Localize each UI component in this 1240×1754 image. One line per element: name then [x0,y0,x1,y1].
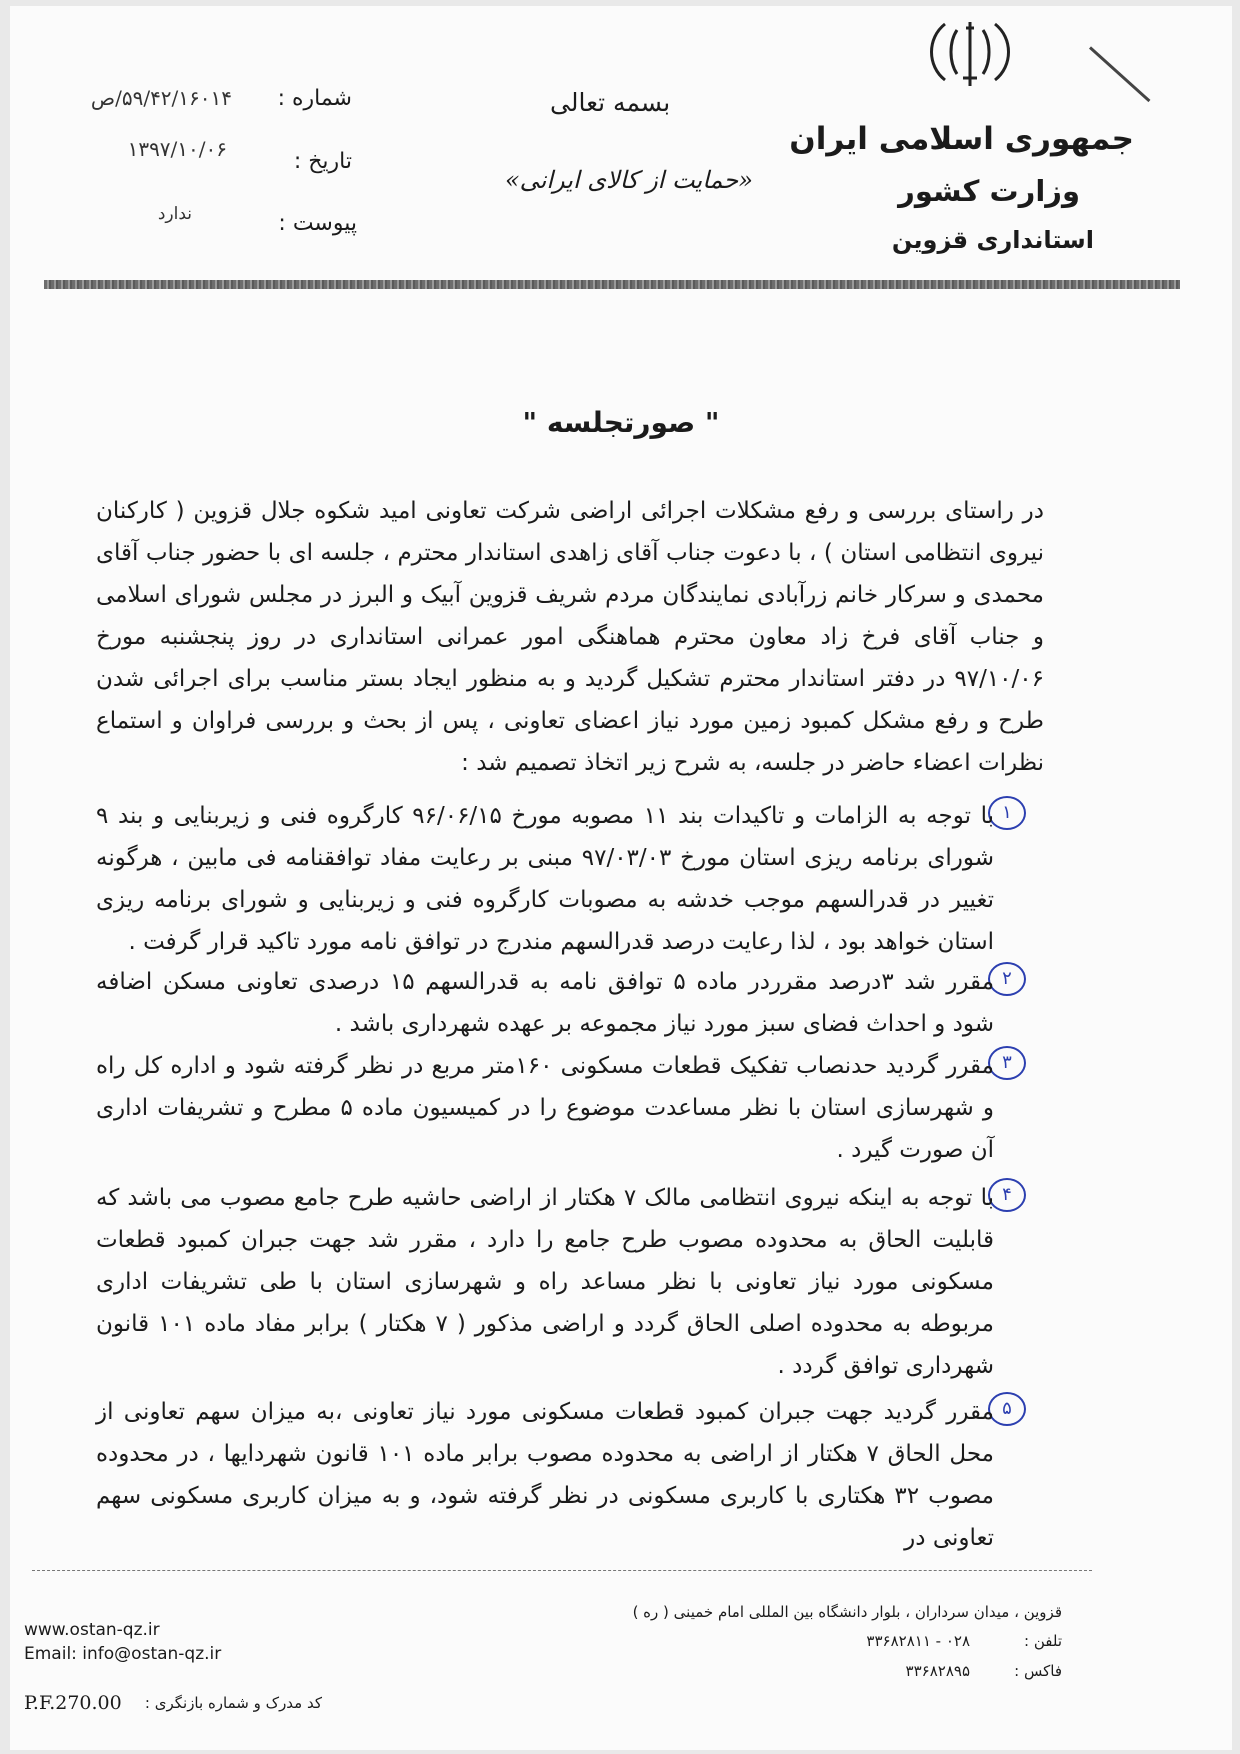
item-2-number-circle: ۲ [988,962,1026,996]
pen-stroke-mark [1089,46,1150,102]
iran-emblem-icon [915,16,1025,91]
item-4-number-circle: ۴ [988,1178,1026,1212]
org-name-ministry: وزارت کشور [898,174,1080,208]
header-divider [44,280,1180,289]
resolution-item-3: مقرر گردید حدنصاب تفکیک قطعات مسکونی ۱۶۰متر مربع در نظر گرفته شود و اداره کل راه و شهرسازی استان با نظر مساعدت موضوع را در کمیسیون ماده ۵ مطرح و تشریفات اداری آن صورت گیرد . [96,1053,994,1163]
resolution-item-1: با توجه به الزامات و تاکیدات بند ۱۱ مصوبه مورخ ۹۶/۰۶/۱۵ کارگروه فنی و زیربنایی و بند ۹ شورای برنامه ریزی استان مورخ ۹۷/۰۳/۰۳ مبنی بر رعایت مفاد توافقنامه فی مابین ، هرگونه تغییر در قدرالسهم موجب خدشه به مصوبات کارگروه فنی و زیربنایی و شورای برنامه ریزی استان خواهد بود ، لذا رعایت درصد قدرالسهم مندرج در توافق نامه مورد تاکید قرار گرفت . [96,803,995,955]
item-5-number-circle: ۵ [988,1392,1026,1426]
item-3-number-circle: ۳ [988,1046,1026,1080]
resolution-item-2: مقرر شد ۳درصد مقرردر ماده ۵ توافق نامه به قدرالسهم ۱۵ درصدی تعاونی مسکن اضافه شود و احداث فضای سبز مورد نیاز مجموعه بر عهده شهرداری باشد . [96,969,995,1037]
footer-doc-code-label: کد مدرک و شماره بازنگری : [144,1694,322,1712]
bismillah-text: بسمه تعالی [550,88,671,117]
document-title: " صورتجلسه " [522,406,720,439]
slogan-text: «حمایت از کالای ایرانی» [505,166,753,194]
date-label: تاریخ : [293,149,352,174]
footer-phone-label: تلفن : [1024,1632,1062,1650]
footer-doc-code: P.F.270.00 [24,1692,122,1714]
attachment-label: پیوست : [278,211,357,236]
footer-email-link[interactable]: Email: info@ostan-qz.ir [24,1644,222,1664]
item-1-number-circle: ۱ [988,796,1026,830]
resolution-item-4: با توجه به اینکه نیروی انتظامی مالک ۷ هکتار از اراضی حاشیه طرح جامع مصوب می باشد که قابلیت الحاق به محدوده مصوب طرح جامع را دارد ، مقرر شد جهت جبران کمبود قطعات مسکونی مورد نیاز تعاونی با نظر مساعد راه و شهرسازی استان با طی تشریفات اداری مربوطه به محدوده اصلی الحاق گردد و اراضی مذکور ( ۷ هکتار ) برابر مفاد ماده ۱۰۱ قانون شهرداری توافق گردد . [96,1185,994,1379]
intro-paragraph: در راستای بررسی و رفع مشکلات اجرائی اراضی شرکت تعاونی امید شکوه جلال قزوین ( کارکنان نیروی انتظامی استان ) ، با دعوت جناب آقای زاهدی استاندار محترم ، جلسه ای با حضور جناب آقای محمدی و سرکار خانم زرآبادی نمایندگان مردم شریف قزوین آبیک و البرز در مجلس شورای اسلامی و جناب آقای فرخ زاد معاون محترم هماهنگی امور عمرانی استانداری در روز پنجشنبه مورخ ۹۷/۱۰/۰۶ در دفتر استاندار محترم تشکیل گردید و به منظور ایجاد بستر مناسب برای اجرائی شدن طرح و رفع مشکل کمبود زمین مورد نیاز اعضای تعاونی ، پس از بحث و بررسی فراوان و استماع نظرات اعضاء حاضر در جلسه، به شرح زیر اتخاذ تصمیم شد : [96,498,1044,776]
footer-divider [32,1570,1092,1572]
footer-fax-value: ۳۳۶۸۲۸۹۵ [905,1662,970,1680]
date-value: ۱۳۹۷/۱۰/۰۶ [127,137,227,161]
footer-phone-value: ۰۲۸ - ۳۳۶۸۲۸۱۱ [866,1632,970,1650]
footer-address: قزوین ، میدان سرداران ، بلوار دانشگاه بین المللی امام خمینی ( ره ) [632,1603,1062,1621]
number-label: شماره : [277,86,352,111]
document-page [10,6,1232,1750]
org-name-republic: جمهوری اسلامی ایران [789,121,1134,157]
org-name-governorate: استانداری قزوین [891,226,1094,254]
footer-website-link[interactable]: www.ostan-qz.ir [24,1620,160,1640]
attachment-value: ندارد [157,204,192,224]
number-value: ۵۹/۴۲/۱۶۰۱۴/ص [90,86,232,110]
footer-fax-label: فاکس : [1014,1662,1062,1680]
resolution-item-5: مقرر گردید جهت جبران کمبود قطعات مسکونی مورد نیاز تعاونی ،به میزان سهم تعاونی از محل الحاق ۷ هکتار از اراضی به محدوده مصوب برابر ماده ۱۰۱ قانون شهردایها ، در محدوده مصوب ۳۲ هکتاری با کاربری مسکونی در نظر گرفته شود، و به میزان کاربری مسکونی سهم تعاونی در [96,1399,994,1551]
